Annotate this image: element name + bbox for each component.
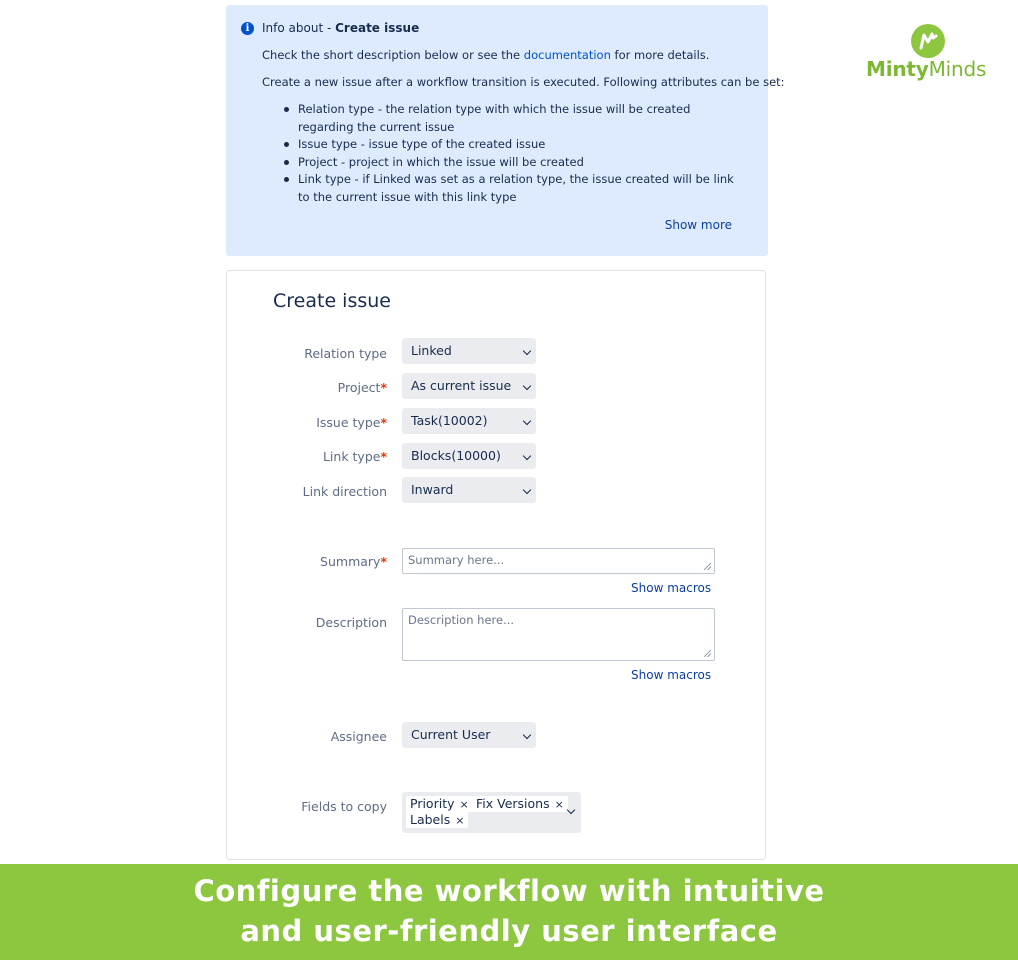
chevron-down-icon (523, 486, 531, 494)
required-mark: * (380, 449, 387, 464)
mintyminds-logo-icon (911, 24, 945, 58)
assignee-select[interactable] (402, 722, 536, 748)
tag-fix-versions (472, 796, 568, 812)
resize-handle-icon[interactable] (704, 650, 711, 657)
summary-label-text: Summary (320, 554, 381, 569)
remove-tag-icon[interactable]: × (554, 798, 564, 811)
info-panel (226, 5, 785, 256)
list-item: Project - project in which the issue will be created (284, 154, 744, 172)
project-label-text: Project (337, 380, 381, 395)
issue-type-label (316, 415, 387, 430)
banner-line-1: Configure the workflow with intuitive (193, 874, 825, 908)
assignee-label: Assignee (330, 729, 387, 744)
logo-part1: Minty (866, 57, 929, 81)
tag-label: Priority (410, 796, 455, 811)
show-more-link[interactable]: Show more (664, 218, 732, 232)
project-value: As current issue (411, 378, 512, 393)
link-type-label-text: Link type (322, 449, 381, 464)
relation-type-select[interactable] (402, 338, 536, 364)
resize-handle-icon[interactable] (704, 563, 711, 570)
project-select[interactable] (402, 373, 536, 399)
logo-part2: Minds (928, 57, 987, 81)
fields-to-copy-multiselect[interactable] (402, 792, 581, 833)
link-direction-label: Link direction (302, 484, 387, 499)
required-mark: * (380, 380, 387, 395)
chevron-down-icon (523, 731, 531, 739)
summary-show-macros-link[interactable]: Show macros (631, 581, 712, 595)
description-label: Description (315, 615, 387, 630)
project-label (338, 380, 387, 395)
info-description-line (262, 48, 709, 62)
info-attribute-list (284, 101, 744, 206)
chevron-down-icon[interactable] (567, 806, 575, 814)
summary-input[interactable] (402, 548, 715, 574)
chevron-down-icon (523, 347, 531, 355)
fields-to-copy-label: Fields to copy (301, 799, 387, 814)
documentation-link[interactable]: documentation (523, 48, 611, 62)
required-mark: * (380, 415, 387, 430)
required-mark: * (380, 554, 387, 569)
tag-priority (406, 796, 473, 812)
list-item: Relation type - the relation type with which the issue will be created regarding the current issue (284, 101, 744, 136)
link-type-value: Blocks(10000) (411, 448, 501, 463)
link-direction-select[interactable] (402, 477, 536, 503)
issue-type-select[interactable] (402, 408, 536, 434)
remove-tag-icon[interactable]: × (455, 814, 465, 827)
summary-label (320, 554, 387, 569)
info-attributes-intro: Create a new issue after a workflow transition is executed. Following attributes can be set: (262, 75, 785, 89)
tag-label: Labels (410, 812, 451, 827)
info-title (262, 21, 419, 35)
chevron-down-icon (523, 382, 531, 390)
description-show-macros-link[interactable]: Show macros (631, 668, 712, 682)
create-issue-form (226, 270, 766, 860)
link-type-select[interactable] (402, 443, 536, 469)
assignee-value: Current User (411, 727, 491, 742)
summary-placeholder: Summary here... (408, 553, 505, 567)
remove-tag-icon[interactable]: × (459, 798, 469, 811)
link-type-label (323, 449, 387, 464)
banner-line-2: and user-friendly user interface (240, 914, 778, 948)
info-line1-post: for more details. (610, 48, 710, 62)
relation-type-label: Relation type (304, 346, 387, 361)
issue-type-value: Task(10002) (411, 413, 488, 428)
info-line1-pre: Check the short description below or see the (262, 48, 524, 62)
list-item: Issue type - issue type of the created issue (284, 136, 744, 154)
issue-type-label-text: Issue type (316, 415, 381, 430)
link-direction-value: Inward (411, 482, 454, 497)
tag-labels (406, 812, 468, 828)
tag-label: Fix Versions (476, 796, 550, 811)
list-item: Link type - if Linked was set as a relation type, the issue created will be link to the current issue with this link type (284, 171, 744, 206)
chevron-down-icon (523, 452, 531, 460)
promo-banner (0, 864, 1018, 960)
info-title-bold: Create issue (335, 21, 420, 35)
description-placeholder: Description here... (408, 613, 515, 627)
description-input[interactable] (402, 608, 715, 661)
info-icon: i (241, 22, 254, 35)
chevron-down-icon (523, 417, 531, 425)
mintyminds-logo (866, 57, 986, 81)
relation-type-value: Linked (411, 343, 452, 358)
info-title-prefix: Info about - (262, 21, 336, 35)
form-title: Create issue (273, 290, 391, 312)
